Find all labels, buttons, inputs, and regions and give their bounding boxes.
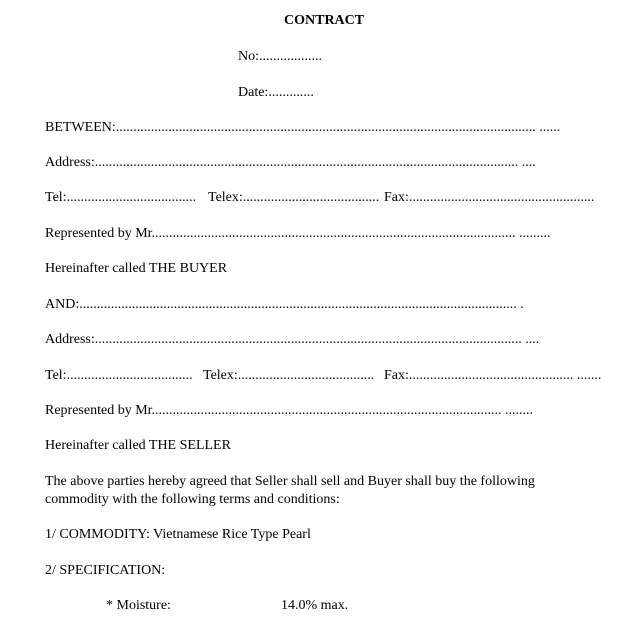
seller-address-line: Address:.......................................................................................................................... .... [45,332,540,347]
buyer-between-line: BETWEEN:........................................................................................................................ ...... [45,120,561,135]
seller-and-line: AND:............................................................................................................................. . [45,297,524,312]
seller-fax-field: Fax:............................................... ....... [384,368,602,383]
buyer-fax-field: Fax:..................................................... [384,190,595,205]
buyer-address-line: Address:......................................................................................................................... .... [45,155,536,170]
buyer-telex-field: Telex:....................................... [208,190,380,205]
agreement-text-line-2: commodity with the following terms and conditions: [45,492,340,507]
moisture-value: 14.0% max. [281,598,349,613]
buyer-tel-field: Tel:..................................... [45,190,197,205]
contract-date-field: Date:............. [238,85,314,100]
seller-tel-field: Tel:.................................... [45,368,193,383]
specification-heading: 2/ SPECIFICATION: [45,563,166,578]
moisture-label: * Moisture: [106,598,171,613]
seller-represented-line: Represented by Mr.................................................................................................... ........ [45,403,534,418]
seller-telex-field: Telex:....................................... [203,368,375,383]
buyer-represented-line: Represented by Mr........................................................................................................ ......... [45,226,551,241]
commodity-line: 1/ COMMODITY: Vietnamese Rice Type Pearl [45,527,311,542]
contract-number-field: No:.................. [238,49,322,64]
seller-called-line: Hereinafter called THE SELLER [45,438,231,453]
buyer-called-line: Hereinafter called THE BUYER [45,261,228,276]
contract-title: CONTRACT [284,13,365,28]
agreement-text-line-1: The above parties hereby agreed that Seller shall sell and Buyer shall buy the following [45,474,535,489]
